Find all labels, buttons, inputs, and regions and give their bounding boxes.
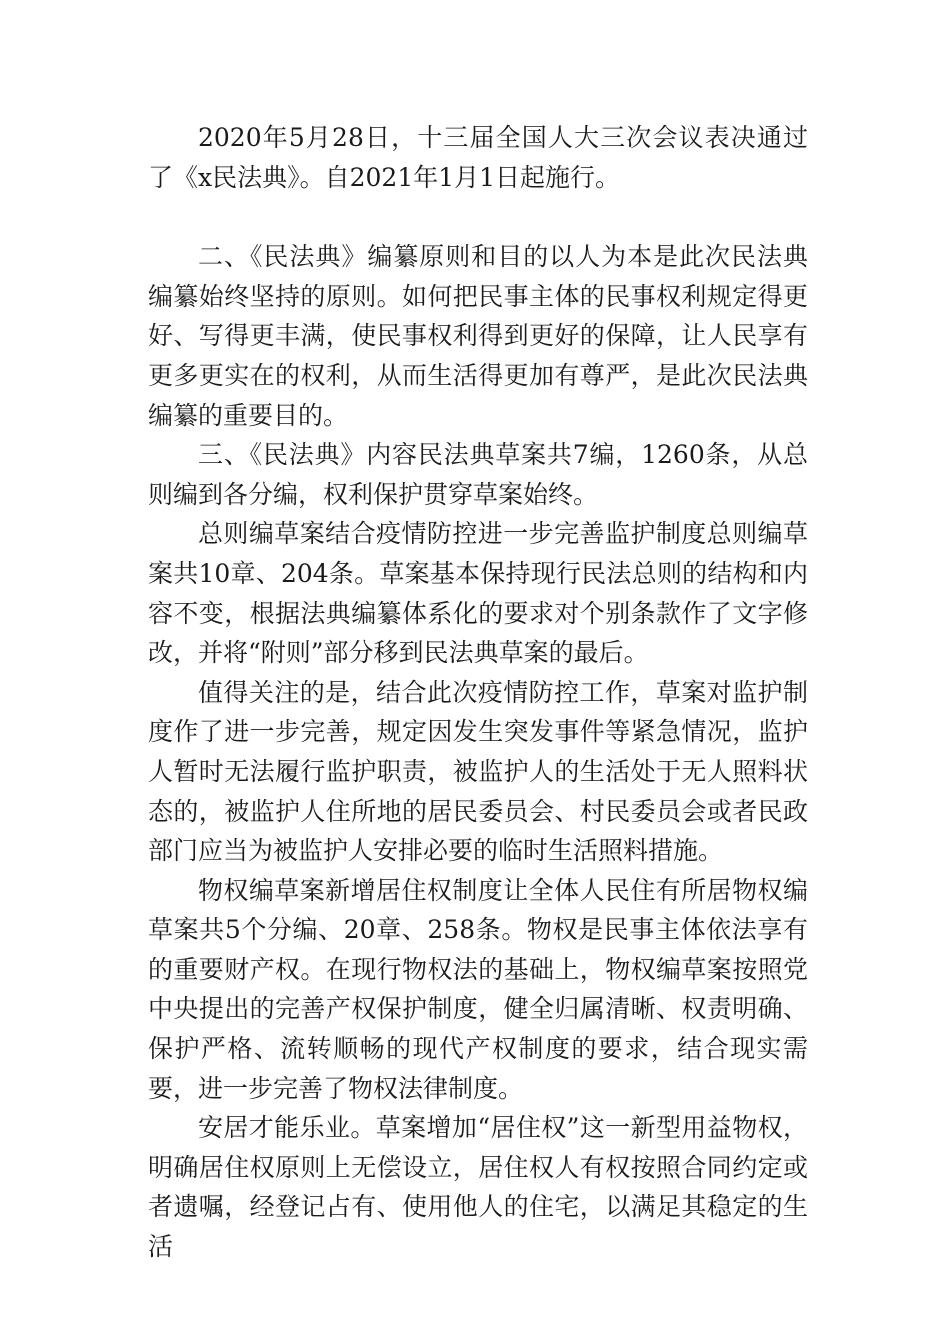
paragraph-5: 值得关注的是，结合此次疫情防控工作，草案对监护制度作了进一步完善，规定因发生突发事件等紧急情况，监护人暂时无法履行监护职责，被监护人的生活处于无人照料状态的，被监护人住所地的居民委员会、村民委员会或者民政部门应当为被监护人安排必要的临时生活照料措施。	[148, 677, 808, 866]
paragraph-2: 二、《民法典》编纂原则和目的以人为本是此次民法典编纂始终坚持的原则。如何把民事主体的民事权利规定得更好、写得更丰满，使民事权利得到更好的保障，让人民享有更多更实在的权利，从而生活得更加有尊严，是此次民法典编纂的重要目的。	[148, 242, 808, 430]
paragraph-4: 总则编草案结合疫情防控进一步完善监护制度总则编草案共10章、204条。草案基本保持现行民法总则的结构和内容不变，根据法典编纂体系化的要求对个别条款作了文字修改，并将“附则”部分移到民法典草案的最后。	[148, 519, 808, 668]
document-body	[148, 118, 808, 1267]
paragraph-3: 三、《民法典》内容民法典草案共7编，1260条，从总则编到各分编，权利保护贯穿草案始终。	[148, 440, 808, 509]
paragraph-6: 物权编草案新增居住权制度让全体人民住有所居物权编草案共5个分编、20章、258条。物权是民事主体依法享有的重要财产权。在现行物权法的基础上，物权编草案按照党中央提出的完善产权保护制度，健全归属清晰、权责明确、保护严格、流转顺畅的现代产权制度的要求，结合现实需要，进一步完善了物权法律制度。	[148, 875, 808, 1103]
paragraph-1: 2020年5月28日，十三届全国人大三次会议表决通过了《x民法典》。自2021年1月1日起施行。	[148, 123, 808, 192]
paragraph-7: 安居才能乐业。草案增加“居住权”这一新型用益物权，明确居住权原则上无偿设立，居住权人有权按照合同约定或者遗嘱，经登记占有、使用他人的住宅，以满足其稳定的生活	[148, 1113, 808, 1262]
